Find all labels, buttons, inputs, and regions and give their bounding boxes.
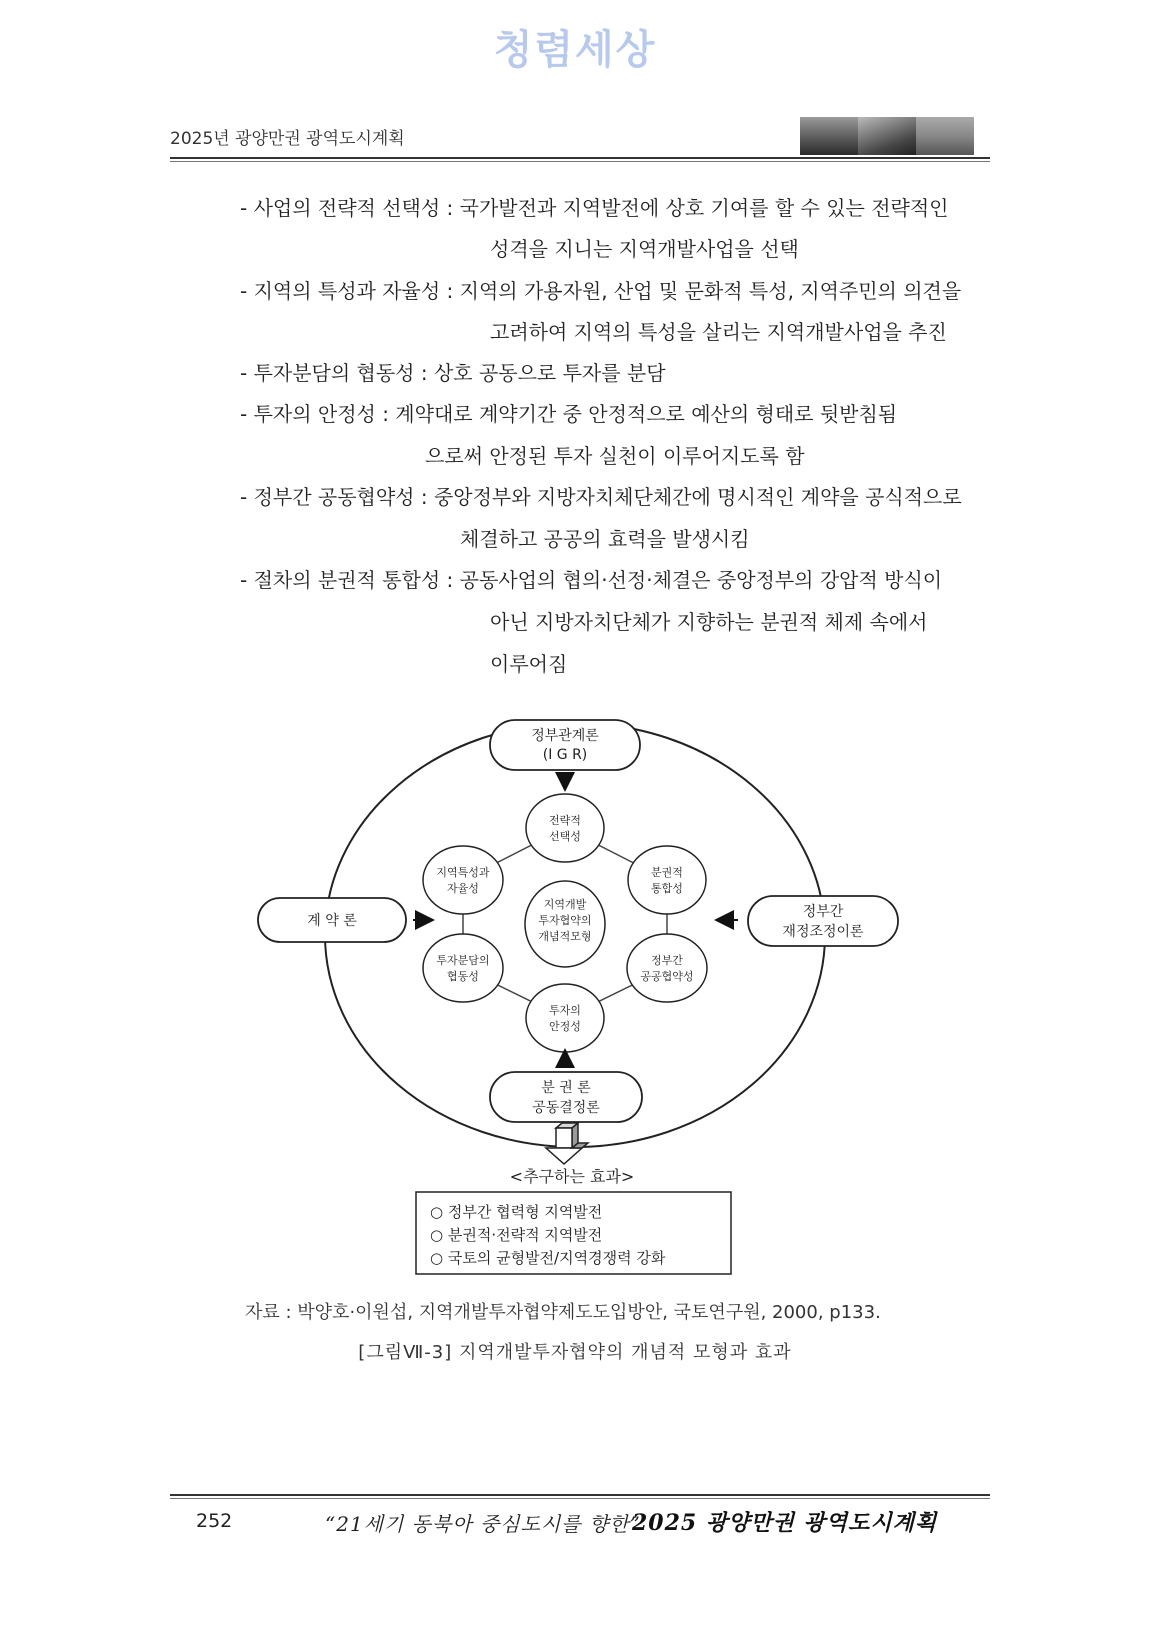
figure-caption: [그림Ⅶ-3] 지역개발투자협약의 개념적 모형과 효과	[358, 1342, 792, 1363]
footer-title: 2025 광양만권 광역도시계획	[632, 1510, 938, 1536]
node-investment-stability	[526, 984, 604, 1052]
text-line: - 정부간 공동협약성 : 중앙정부와 지방자치체단체간에 명시적인 계약을 공식적으로	[240, 485, 962, 509]
header-logo: 청렴세상	[493, 26, 657, 73]
text-line: - 지역의 특성과 자율성 : 지역의 가용자원, 산업 및 문화적 특성, 지역주민의 의견을	[240, 279, 962, 303]
node-strategic-selectivity	[526, 794, 604, 862]
node-label: 공공협약성	[640, 970, 694, 983]
figure-source: 자료 : 박양호·이원섭, 지역개발투자협약제도도입방안, 국토연구원, 2000, p133.	[245, 1302, 881, 1323]
node-label: 투자의	[549, 1004, 581, 1017]
effect-item: ○ 국토의 균형발전/지역경쟁력 강화	[430, 1249, 666, 1267]
box-label: 계 약 론	[307, 913, 357, 929]
text-line: 이루어짐	[490, 652, 568, 676]
box-label: 공동결정론	[532, 1100, 600, 1116]
node-label: 분권적	[651, 866, 683, 879]
node-decentralized-integration	[628, 846, 706, 914]
node-label: 자율성	[447, 882, 479, 895]
text-line: - 사업의 전략적 선택성 : 국가발전과 지역발전에 상호 기여를 할 수 있는 전략적인	[240, 196, 949, 220]
node-regional-autonomy	[423, 846, 503, 914]
center-label: 개념적모형	[538, 930, 592, 943]
text-line: 체결하고 공공의 효력을 발생시킴	[460, 527, 750, 551]
text-line: - 투자분담의 협동성 : 상호 공동으로 투자를 분담	[240, 361, 666, 385]
text-line: - 절차의 분권적 통합성 : 공동사업의 협의·선정·체결은 중앙정부의 강압적 방식이	[240, 568, 943, 592]
node-label: 협동성	[447, 970, 479, 983]
box-label: (I G R)	[542, 747, 588, 763]
header-title: 2025년 광양만권 광역도시계획	[170, 129, 405, 149]
node-intergovernmental-agreement	[627, 934, 707, 1002]
block-arrow-down-icon	[546, 1123, 588, 1164]
node-label: 정부간	[651, 954, 683, 967]
effects-title: <추구하는 효과>	[509, 1167, 635, 1186]
box-label: 분 권 론	[541, 1080, 591, 1096]
text-line: 성격을 지니는 지역개발사업을 선택	[490, 237, 799, 261]
text-line: 으로써 안정된 투자 실천이 이루어지도록 함	[425, 444, 805, 468]
node-label: 지역특성과	[436, 866, 490, 879]
text-line: 고려하여 지역의 특성을 살리는 지역개발사업을 추진	[490, 320, 947, 344]
node-label: 안정성	[549, 1020, 581, 1033]
text-line: 아닌 지방자치단체가 지향하는 분권적 체제 속에서	[490, 610, 928, 634]
box-label: 재정조정이론	[782, 924, 864, 940]
center-label: 투자협약의	[538, 914, 592, 927]
node-label: 선택성	[549, 830, 581, 843]
node-label: 전략적	[549, 814, 581, 827]
footer-divider	[170, 1494, 990, 1499]
page-number: 252	[196, 1510, 233, 1532]
node-label: 통합성	[651, 882, 683, 895]
text-line: - 투자의 안정성 : 계약대로 계약기간 중 안정적으로 예산의 형태로 뒷받침됨	[240, 402, 898, 426]
node-investment-cooperation	[423, 934, 503, 1002]
effect-item: ○ 분권적·전략적 지역발전	[430, 1226, 603, 1244]
effect-item: ○ 정부간 협력형 지역발전	[430, 1203, 603, 1221]
center-label: 지역개발	[543, 898, 587, 911]
footer-slogan: “21세기 동북아 중심도시를 향한”	[325, 1512, 641, 1536]
box-label: 정부관계론	[531, 728, 599, 744]
node-label: 투자분담의	[436, 954, 490, 967]
box-label: 정부간	[802, 904, 844, 920]
